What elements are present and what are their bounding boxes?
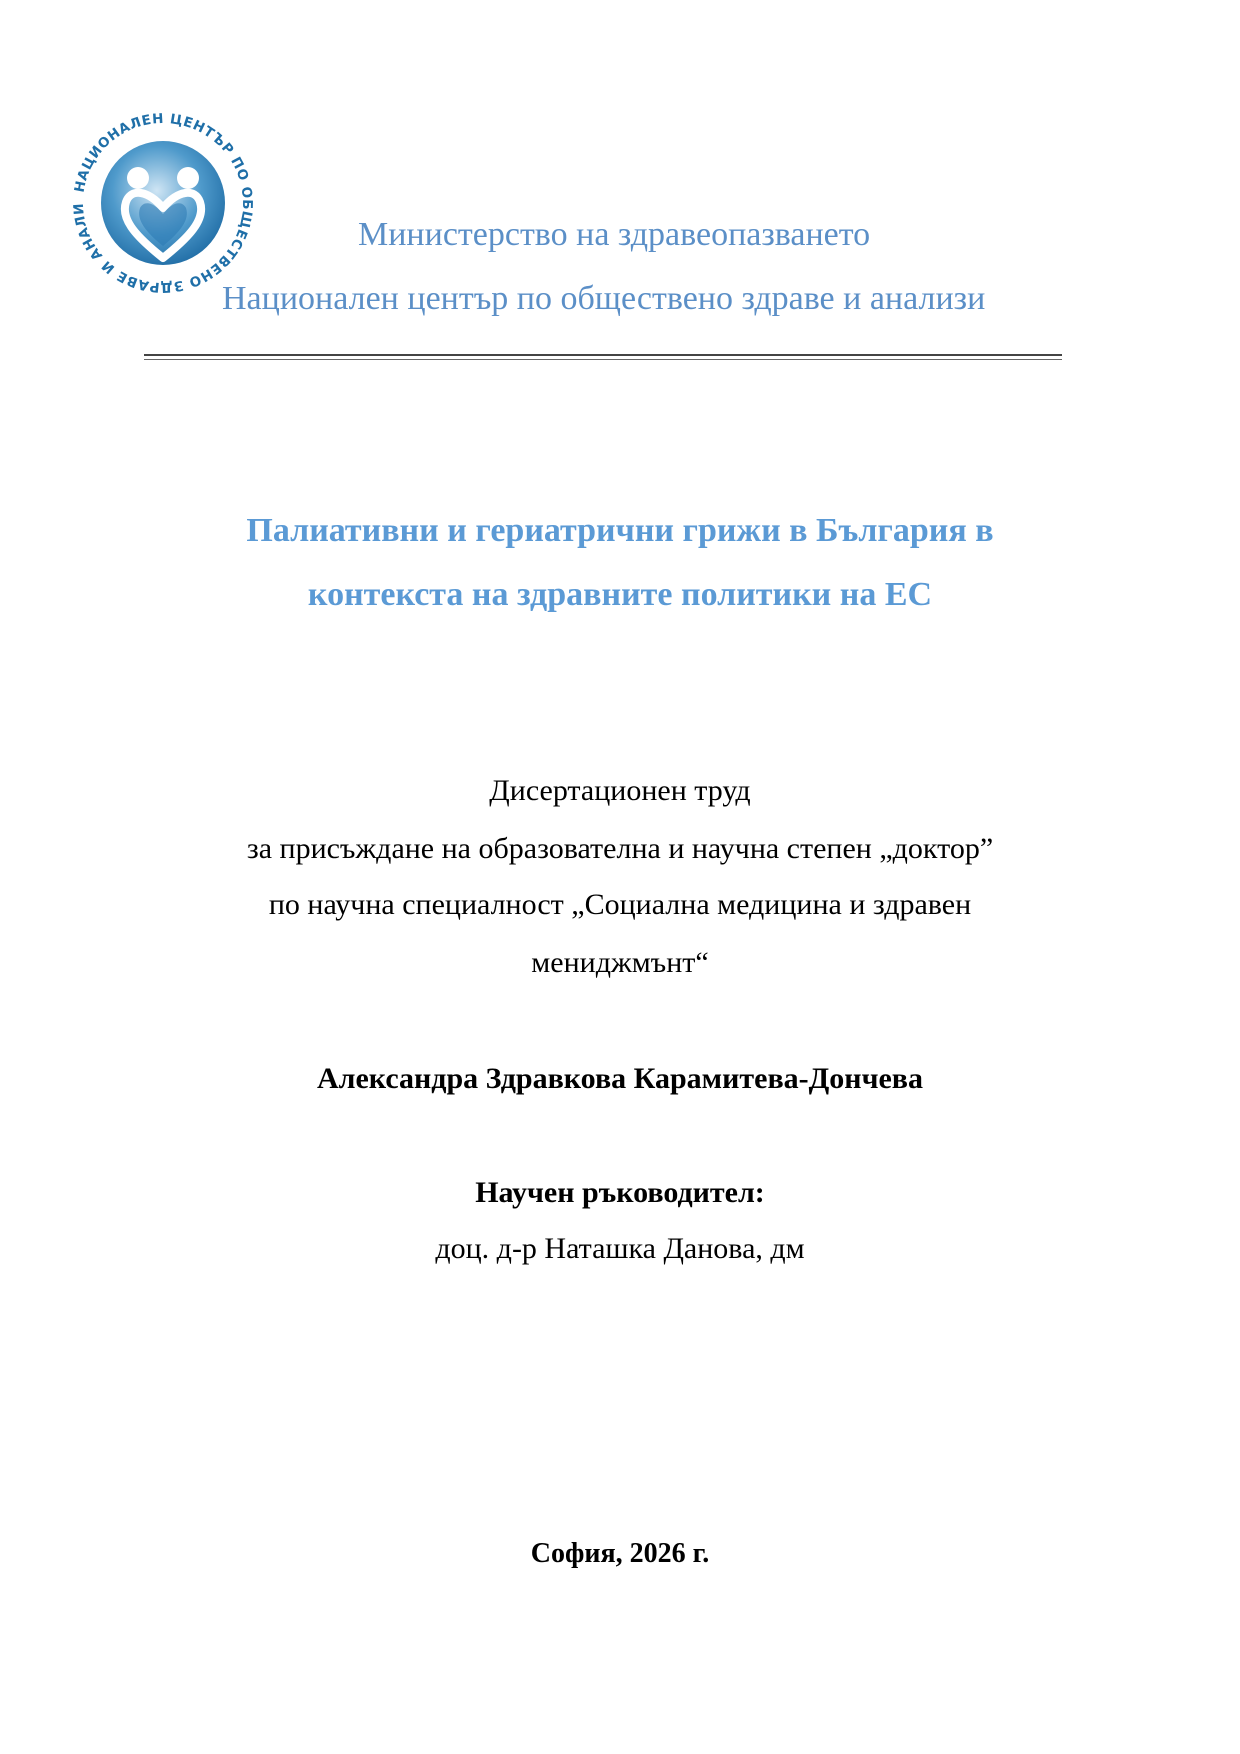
ncpha-logo	[68, 108, 258, 298]
ministry-name: Министерство на здравеопазването	[358, 216, 871, 253]
thesis-title-line-2: контекста на здравните политики на ЕС	[307, 576, 933, 613]
specialty-line-cont: мениджмънт“	[531, 946, 709, 979]
place-and-year: София, 2026 г.	[530, 1538, 710, 1569]
header-rule-thin	[144, 359, 1062, 360]
supervisor-label: Научен ръководител:	[475, 1176, 765, 1209]
thesis-type: Дисертационен труд	[489, 774, 751, 807]
thesis-title-line-1: Палиативни и гериатрични грижи в България в	[246, 512, 994, 549]
supervisor-name: доц. д-р Наташка Данова, дм	[435, 1232, 805, 1265]
header-rule	[144, 354, 1062, 356]
center-name: Национален център по обществено здраве и анализи	[222, 280, 986, 317]
svg-text:НАЦИОНАЛЕН ЦЕНТЪР ПО ОБЩЕСТВЕН: НАЦИОНАЛЕН ЦЕНТЪР ПО ОБЩЕСТВЕНО ЗДРАВЕ И АНАЛИ	[70, 110, 256, 296]
specialty-line: по научна специалност „Социална медицина и здравен	[268, 888, 972, 921]
author-name: Александра Здравкова Карамитева-Дончева	[316, 1062, 924, 1095]
ncpha-logo-emblem	[68, 108, 258, 298]
degree-line: за присъждане на образователна и научна степен „доктор”	[246, 832, 994, 865]
